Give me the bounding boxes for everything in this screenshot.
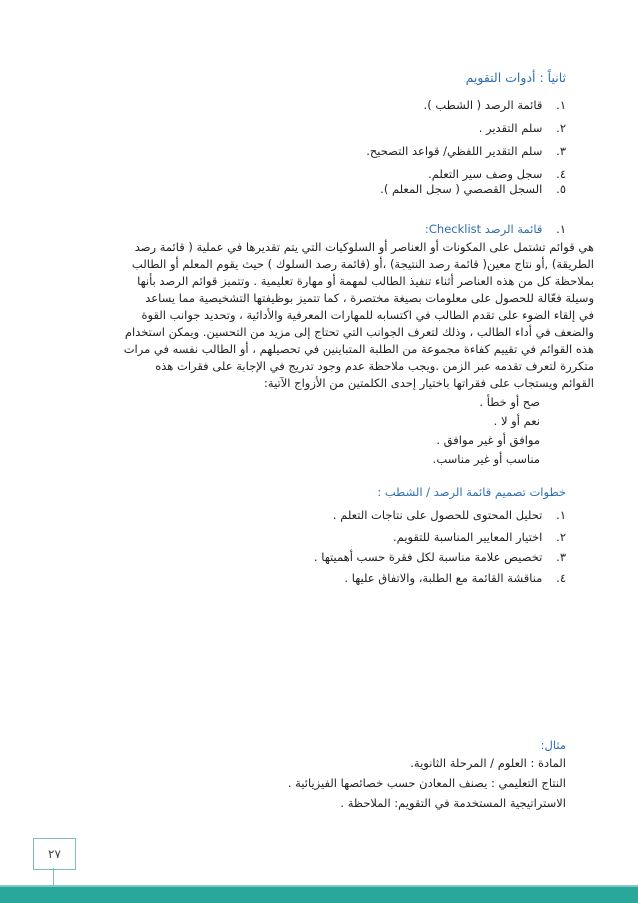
list-text: سجل وصف سير التعلم. (428, 167, 543, 181)
checklist-line: هي قوائم تشتمل على المكونات أو العناصر أو السلوكيات التي يتم تقديرها في عملية ( قائمة رصد (134, 240, 594, 254)
tools-list-item (424, 98, 566, 112)
steps-heading: خطوات تصميم قائمة الرصد / الشطب : (377, 485, 566, 499)
checklist-line: الطريقة) ,أو نتاج معين( قائمة رصد النتيجة) ،أو (قائمة رصد السلوك ) حيث يقوم المعلم أو الطالب (131, 257, 594, 271)
list-number: ٥. (556, 182, 566, 196)
list-number: ٣. (556, 144, 566, 158)
list-number: ١. (556, 508, 566, 522)
list-number: ٢. (556, 121, 566, 135)
list-text: تخصيص علامة مناسبة لكل فقرة حسب أهميتها . (313, 550, 543, 564)
list-number: ٢. (556, 530, 566, 544)
section-title: ثانياً : أدوات التقويم (465, 70, 566, 85)
tools-list-item (479, 121, 566, 135)
pair-item: مناسب أو غير مناسب. (432, 452, 540, 466)
list-number: ٣. (556, 550, 566, 564)
tools-list-item (380, 182, 566, 196)
list-text: سلم التقدير اللفظي/ قواعد التصحيح. (366, 144, 543, 158)
checklist-line: بملاحظة كل من هذه العناصر أثناء تنفيذ الطالب لمهمة أو مهارة تعليمية . وتتميز قوائم الرصد بأنها (137, 274, 594, 288)
steps-list-item (314, 550, 566, 564)
list-text: اختيار المعايير المناسبة للتقويم. (393, 530, 543, 544)
checklist-heading (425, 222, 566, 236)
checklist-line: وسيلة فعّالة للحصول على معلومات بصيغة مختصرة ، كما تتميز بوظيفتها التشخيصية مما يساعد (145, 291, 594, 305)
list-number: ١. (556, 222, 566, 236)
example-line: النتاج التعليمي : يصنف المعادن حسب خصائصها الفيزيائية . (287, 776, 566, 790)
checklist-line: هذه القوائم في تقييم كفاءة مجموعة من الطلبة المتباينين في تحصيلهم ، أو الطالب نفسه في مرات (123, 342, 594, 356)
steps-list-item (393, 530, 566, 544)
footer-bar (0, 887, 638, 903)
list-number: ١. (556, 98, 566, 112)
list-text: سلم التقدير . (478, 121, 543, 135)
steps-list-item (344, 571, 566, 585)
checklist-line: القوائم ويستجاب على فقراتها باختيار إحدى الكلمتين من الأزواج الآتية: (264, 376, 594, 390)
list-text: مناقشة القائمة مع الطلبة، والاتفاق عليها . (344, 571, 543, 585)
page-number: ٢٧ (33, 838, 76, 870)
steps-list-item (333, 508, 566, 522)
list-text: السجل القصصي ( سجل المعلم ). (380, 182, 543, 196)
checklist-line: في إلقاء الضوء على تقدم الطالب في اكتسابه للمهارات المعرفية والأدائية ، وتحديد جوانب القوة (141, 308, 594, 322)
pair-item: نعم أو لا . (493, 414, 540, 428)
list-text: تحليل المحتوى للحصول على نتاجات التعلم . (332, 508, 543, 522)
example-line: الاستراتيجية المستخدمة في التقويم: الملاحظة . (340, 796, 566, 810)
checklist-line: والضعف في أداء الطالب ، وذلك لتعرف الجوانب التي تحتاج إلى مزيد من التحسين. ويمكن استخدام (124, 325, 594, 339)
list-text: قائمة الرصد ( الشطب ). (423, 98, 543, 112)
pair-item: صح أو خطأ . (479, 395, 540, 409)
example-heading: مثال: (540, 738, 566, 752)
tools-list-item (428, 167, 566, 181)
checklist-title: قائمة الرصد Checklist: (425, 222, 543, 236)
checklist-line: متكررة لتعرف تقدمه عبر الزمن .ويجب ملاحظة عدم وجود تدريج في الإجابة على فقرات هذه (155, 359, 594, 373)
list-number: ٤. (556, 167, 566, 181)
tools-list-item (366, 144, 566, 158)
pair-item: موافق أو غير موافق . (436, 433, 540, 447)
list-number: ٤. (556, 571, 566, 585)
page-number-connector (53, 868, 54, 885)
example-line: المادة : العلوم / المرحلة الثانوية. (410, 756, 566, 770)
